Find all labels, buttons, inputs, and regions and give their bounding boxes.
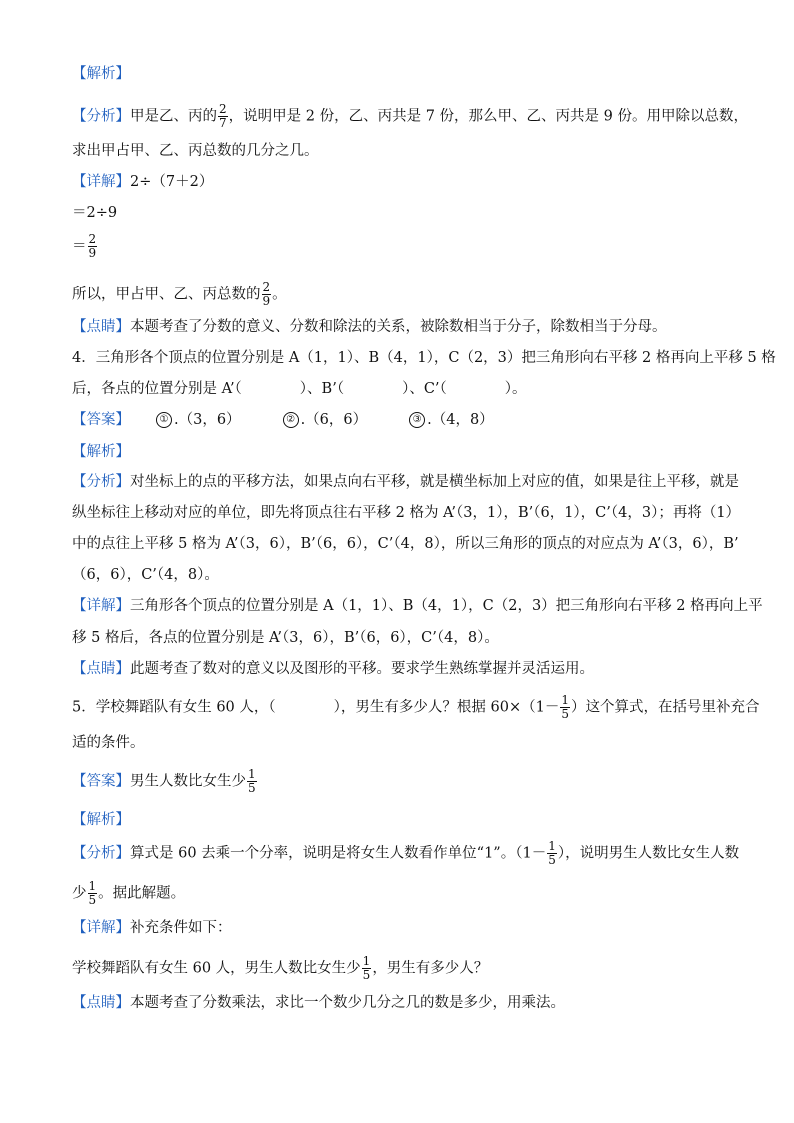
q4-fenxi-line3: 中的点往上平移 5 格为 A’（3，6），B’（6，6），C’（4，8），所以三角形的顶点的对应点为 A’（3，6），B’ [72, 536, 739, 552]
q3-step2: ＝2÷9 [72, 205, 118, 221]
q5-fenxi-line1: 【分析】算式是 60 去乘一个分率，说明是将女生人数看作单位“1”。（1－ $\frac{1}{5}$ ），说明男生人数比女生人数 [72, 839, 740, 867]
q5-question-line2: 适的条件。 [72, 735, 145, 751]
section-jiexi [72, 64, 130, 84]
q4-xiangjie-line2: 移 5 格后，各点的位置分别是 A’（3，6），B’（6，6），C’（4，8）。 [72, 630, 499, 646]
q5-dianjing: 【点睛】本题考查了分数乘法，求比一个数少几分之几的数是多少，用乘法。 [72, 995, 565, 1011]
q4-answer: 【答案】 ① .（3，6） ② .（6，6） ③ .（4，8） [72, 412, 494, 428]
q5-fenxi-line2: 少 $\frac{1}{5}$ 。据此解题。 [72, 879, 186, 907]
q3-step3: ＝ $\frac{2}{9}$ [72, 232, 97, 260]
q3-xiangjie: 【详解】2÷（7＋2） [72, 174, 214, 190]
q5-answer: 【答案】男生人数比女生少 $\frac{1}{5}$ [72, 767, 256, 795]
dianjing-tag: 【点睛】 [72, 319, 130, 335]
fenxi-tag: 【分析】 [72, 108, 130, 125]
fraction-2-9-b: $\frac{2}{9}$ [262, 280, 271, 308]
circled-1: ① [156, 412, 172, 428]
fraction-2-7: $\frac{2}{7}$ [219, 102, 227, 130]
q4-question-line2: 后，各点的位置分别是 A’（ ）、B’（ ）、C’（ ）。 [72, 381, 527, 397]
q3-dianjing: 【点睛】本题考查了分数的意义、分数和除法的关系，被除数相当于分子，除数相当于分母。 [72, 319, 667, 335]
q3-conclusion: 所以，甲占甲、乙、丙总数的 $\frac{2}{9}$ 。 [72, 280, 287, 308]
q3-fenxi-line2: 求出甲占甲、乙、丙总数的几分之几。 [72, 143, 319, 159]
q5-jiexi: 【解析】 [72, 812, 130, 828]
daan-tag: 【答案】 [72, 412, 130, 428]
fraction-1-5-answer: $\frac{1}{5}$ [248, 767, 256, 795]
circled-3: ③ [409, 412, 425, 428]
q4-xiangjie-line1: 【详解】三角形各个顶点的位置分别是 A（1，1）、B（4，1），C（2，3）把三角形向右平移 2 格再向上平 [72, 598, 763, 614]
q5-xiangjie: 【详解】补充条件如下： [72, 920, 232, 936]
q3-fenxi-line1 [72, 103, 748, 130]
fraction-1-5-fenxi: $\frac{1}{5}$ [548, 839, 556, 867]
q3-fenxi-b: ，说明甲是 2 份，乙、丙共是 7 份，那么甲、乙、丙共是 9 份。用甲除以总数， [228, 108, 748, 125]
circled-2: ② [283, 412, 299, 428]
q5-restate: 学校舞蹈队有女生 60 人，男生人数比女生少 $\frac{1}{5}$ ，男生有多少人？ [72, 954, 489, 982]
q4-fenxi-line4: （6，6），C’（4，8）。 [72, 567, 219, 583]
jiexi-tag: 【解析】 [72, 66, 130, 82]
q3-fenxi-a: 甲是乙、丙的 [130, 108, 217, 125]
q4-question-line1: 4．三角形各个顶点的位置分别是 A（1，1）、B（4，1），C（2，3）把三角形向右平移 2 格再向上平移 5 格 [72, 350, 776, 366]
fraction-1-5: $\frac{1}{5}$ [561, 693, 569, 721]
q4-dianjing: 【点睛】此题考查了数对的意义以及图形的平移。要求学生熟练掌握并灵活运用。 [72, 661, 594, 677]
q4-jiexi: 【解析】 [72, 444, 130, 460]
q4-fenxi-line2: 纵坐标往上移动对应的单位，即先将顶点往右平移 2 格为 A’（3，1），B’（6，1），C’（4，3）；再将（1） [72, 505, 741, 521]
fraction-1-5-restate: $\frac{1}{5}$ [362, 954, 371, 982]
xiangjie-tag: 【详解】 [72, 174, 130, 190]
fraction-2-9: $\frac{2}{9}$ [88, 232, 97, 260]
q4-fenxi-line1: 【分析】对坐标上的点的平移方法，如果点向右平移，就是横坐标加上对应的值，如果是往上平移，就是 [72, 474, 739, 490]
fraction-1-5-fenxi-b: $\frac{1}{5}$ [88, 879, 97, 907]
q5-question-line1: 5．学校舞蹈队有女生 60 人，（ ），男生有多少人？根据 60×（1－ $\frac{1}{5}$ ）这个算式，在括号里补充合 [72, 693, 760, 721]
